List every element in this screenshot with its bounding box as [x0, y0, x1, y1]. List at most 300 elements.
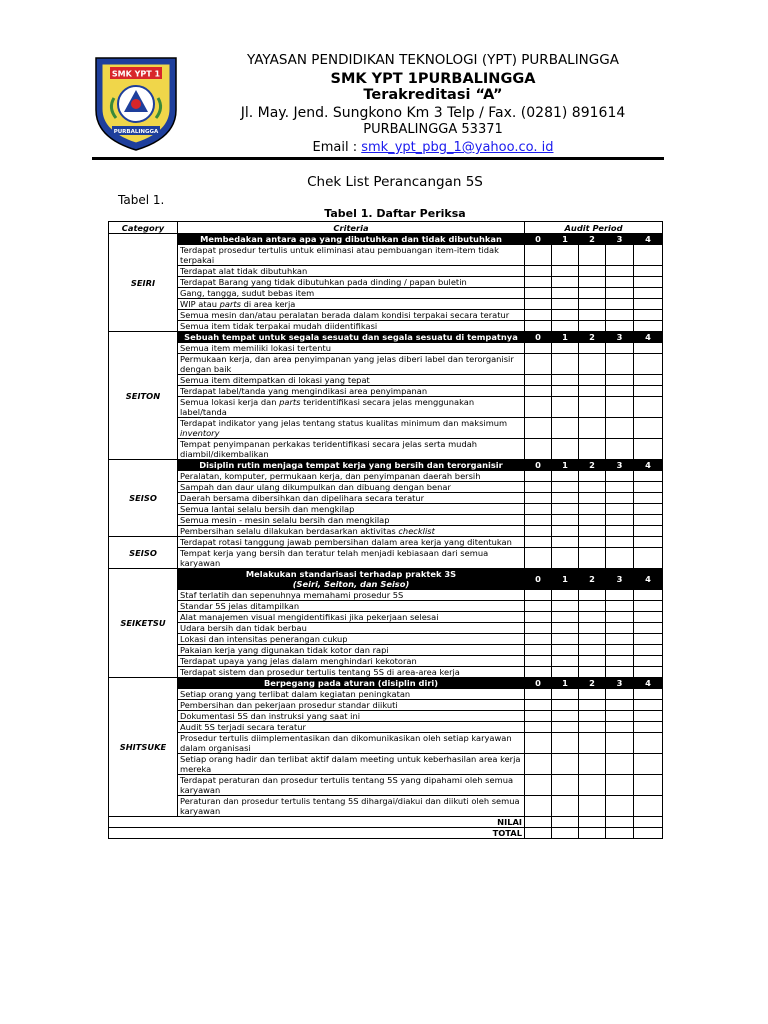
- criteria-item: Lokasi dan intensitas penerangan cukup: [178, 634, 525, 645]
- summary-total-label: TOTAL: [109, 828, 525, 839]
- summary-total-cell[interactable]: [579, 828, 606, 839]
- score-cell[interactable]: [634, 515, 663, 526]
- score-cell[interactable]: [606, 754, 634, 775]
- table-row: [109, 656, 663, 667]
- score-cell[interactable]: [579, 321, 606, 332]
- score-cell[interactable]: [579, 711, 606, 722]
- criteria-item: Terdapat indikator yang jelas tentang status kualitas minimum dan maksimum inventory: [178, 418, 525, 439]
- score-cell[interactable]: [552, 722, 579, 733]
- email-label: Email :: [312, 140, 362, 155]
- score-cell[interactable]: [579, 656, 606, 667]
- score-cell[interactable]: [552, 482, 579, 493]
- score-cell[interactable]: [634, 310, 663, 321]
- score-cell[interactable]: [606, 375, 634, 386]
- score-header-1: 1: [552, 678, 579, 689]
- score-cell[interactable]: [634, 418, 663, 439]
- score-cell[interactable]: [525, 537, 552, 548]
- score-cell[interactable]: [525, 482, 552, 493]
- email-link[interactable]: smk_ypt_pbg_1@yahoo.co. id: [361, 140, 554, 155]
- score-cell[interactable]: [579, 667, 606, 678]
- logo-top-text: SMK YPT 1: [111, 69, 161, 79]
- score-header-3: 3: [606, 678, 634, 689]
- score-cell[interactable]: [552, 266, 579, 277]
- score-cell[interactable]: [579, 754, 606, 775]
- table-row: [109, 711, 663, 722]
- score-cell[interactable]: [634, 504, 663, 515]
- category-seiso: SEISO: [109, 460, 178, 537]
- table-row: [109, 733, 663, 754]
- score-cell[interactable]: [634, 634, 663, 645]
- score-cell[interactable]: [525, 612, 552, 623]
- criteria-item: Setiap orang yang terlibat dalam kegiatan peningkatan: [178, 689, 525, 700]
- score-cell[interactable]: [552, 601, 579, 612]
- table-row: [109, 343, 663, 354]
- table-row: [109, 310, 663, 321]
- table-row: [109, 439, 663, 460]
- criteria-item: Terdapat label/tanda yang mengindikasi area penyimpanan: [178, 386, 525, 397]
- score-cell[interactable]: [552, 634, 579, 645]
- score-cell[interactable]: [552, 299, 579, 310]
- score-cell[interactable]: [634, 277, 663, 288]
- table-row: [109, 754, 663, 775]
- section-header-row: [109, 332, 663, 343]
- section-subtitle: (Seiri, Seiton, dan Seiso): [292, 579, 410, 589]
- table-row: [109, 526, 663, 537]
- summary-total-cell[interactable]: [525, 828, 552, 839]
- criteria-item: WIP atau parts di area kerja: [178, 299, 525, 310]
- score-cell[interactable]: [579, 623, 606, 634]
- score-cell[interactable]: [634, 471, 663, 482]
- score-cell[interactable]: [606, 722, 634, 733]
- section-header-row: [109, 569, 663, 590]
- score-cell[interactable]: [552, 397, 579, 418]
- table-row: [109, 321, 663, 332]
- score-cell[interactable]: [579, 397, 606, 418]
- score-cell[interactable]: [579, 548, 606, 569]
- score-cell[interactable]: [606, 266, 634, 277]
- score-cell[interactable]: [525, 245, 552, 266]
- score-cell[interactable]: [579, 645, 606, 656]
- score-cell[interactable]: [606, 439, 634, 460]
- score-cell[interactable]: [552, 667, 579, 678]
- score-cell[interactable]: [634, 548, 663, 569]
- score-cell[interactable]: [606, 386, 634, 397]
- score-cell[interactable]: [552, 689, 579, 700]
- table-row: [109, 689, 663, 700]
- score-cell[interactable]: [579, 386, 606, 397]
- score-cell[interactable]: [552, 321, 579, 332]
- score-cell[interactable]: [634, 612, 663, 623]
- criteria-item: Semua mesin dan/atau peralatan berada dalam kondisi terpakai secara teratur: [178, 310, 525, 321]
- criteria-item: Semua lantai selalu bersih dan mengkilap: [178, 504, 525, 515]
- criteria-item: Pembersihan dan pekerjaan prosedur standar diikuti: [178, 700, 525, 711]
- score-header-4: 4: [634, 234, 663, 245]
- score-cell[interactable]: [606, 471, 634, 482]
- table-row: [109, 634, 663, 645]
- score-cell[interactable]: [634, 482, 663, 493]
- score-header-1: 1: [552, 234, 579, 245]
- score-cell[interactable]: [634, 537, 663, 548]
- score-cell[interactable]: [552, 656, 579, 667]
- score-cell[interactable]: [552, 386, 579, 397]
- category-seiton: SEITON: [109, 332, 178, 460]
- score-cell[interactable]: [579, 277, 606, 288]
- score-cell[interactable]: [525, 504, 552, 515]
- summary-total-cell[interactable]: [634, 828, 663, 839]
- score-cell[interactable]: [525, 645, 552, 656]
- score-cell[interactable]: [606, 245, 634, 266]
- foundation-name: YAYASAN PENDIDIKAN TEKNOLOGI (YPT) PURBALINGGA: [247, 52, 619, 68]
- table-row: [109, 623, 663, 634]
- score-cell[interactable]: [579, 796, 606, 817]
- score-cell[interactable]: [606, 601, 634, 612]
- score-cell[interactable]: [634, 439, 663, 460]
- school-logo: [90, 52, 182, 152]
- score-cell[interactable]: [525, 634, 552, 645]
- table-row: [109, 700, 663, 711]
- summary-nilai-cell[interactable]: [552, 817, 579, 828]
- score-cell[interactable]: [579, 439, 606, 460]
- score-cell[interactable]: [552, 711, 579, 722]
- table-row: [109, 482, 663, 493]
- score-cell[interactable]: [606, 310, 634, 321]
- score-cell[interactable]: [606, 645, 634, 656]
- score-cell[interactable]: [634, 733, 663, 754]
- score-cell[interactable]: [525, 548, 552, 569]
- score-cell[interactable]: [634, 711, 663, 722]
- section-title-text: Sebuah tempat untuk segala sesuatu dan segala sesuatu di tempatnya: [184, 332, 518, 342]
- score-cell[interactable]: [606, 288, 634, 299]
- score-cell[interactable]: [525, 590, 552, 601]
- criteria-item: Udara bersih dan tidak berbau: [178, 623, 525, 634]
- score-cell[interactable]: [525, 667, 552, 678]
- score-cell[interactable]: [579, 634, 606, 645]
- table-row: [109, 471, 663, 482]
- score-cell[interactable]: [634, 645, 663, 656]
- section-title: [178, 678, 525, 689]
- score-cell[interactable]: [552, 537, 579, 548]
- score-cell[interactable]: [606, 711, 634, 722]
- criteria-item: Dokumentasi 5S dan instruksi yang saat ini: [178, 711, 525, 722]
- score-cell[interactable]: [579, 299, 606, 310]
- document-title: Chek List Perancangan 5S: [307, 174, 483, 190]
- score-cell[interactable]: [634, 343, 663, 354]
- score-cell[interactable]: [579, 733, 606, 754]
- score-cell[interactable]: [579, 612, 606, 623]
- summary-total-cell[interactable]: [606, 828, 634, 839]
- section-header-row: [109, 460, 663, 471]
- header-category: Category: [109, 222, 178, 234]
- score-cell[interactable]: [552, 493, 579, 504]
- score-cell[interactable]: [552, 375, 579, 386]
- score-cell[interactable]: [552, 310, 579, 321]
- summary-nilai-cell[interactable]: [606, 817, 634, 828]
- criteria-item: Semua item memiliki lokasi tertentu: [178, 343, 525, 354]
- score-cell[interactable]: [525, 515, 552, 526]
- score-cell[interactable]: [579, 343, 606, 354]
- score-cell[interactable]: [552, 288, 579, 299]
- score-cell[interactable]: [525, 526, 552, 537]
- section-title-text: Berpegang pada aturan (disiplin diri): [263, 678, 439, 688]
- score-cell[interactable]: [579, 482, 606, 493]
- score-cell[interactable]: [525, 343, 552, 354]
- summary-total-cell[interactable]: [552, 828, 579, 839]
- score-cell[interactable]: [606, 354, 634, 375]
- criteria-item: Terdapat Barang yang tidak dibutuhkan pada dinding / papan buletin: [178, 277, 525, 288]
- score-cell[interactable]: [634, 386, 663, 397]
- checklist-table: [108, 221, 663, 839]
- score-header-3: 3: [606, 332, 634, 343]
- score-cell[interactable]: [579, 537, 606, 548]
- score-cell[interactable]: [552, 526, 579, 537]
- score-cell[interactable]: [525, 277, 552, 288]
- score-cell[interactable]: [525, 689, 552, 700]
- score-cell[interactable]: [634, 375, 663, 386]
- score-cell[interactable]: [606, 482, 634, 493]
- score-cell[interactable]: [634, 299, 663, 310]
- score-cell[interactable]: [525, 711, 552, 722]
- table-title: Tabel 1. Daftar Periksa: [324, 207, 466, 220]
- score-cell[interactable]: [525, 386, 552, 397]
- score-cell[interactable]: [552, 733, 579, 754]
- score-cell[interactable]: [634, 754, 663, 775]
- criteria-item: Tempat penyimpanan perkakas teridentifikasi secara jelas serta mudah diambil/dikembalikan: [178, 439, 525, 460]
- score-cell[interactable]: [634, 354, 663, 375]
- score-cell[interactable]: [525, 310, 552, 321]
- score-header-3: 3: [606, 460, 634, 471]
- score-header-2: 2: [579, 332, 606, 343]
- score-cell[interactable]: [606, 548, 634, 569]
- score-header-1: 1: [552, 569, 579, 590]
- score-cell[interactable]: [525, 601, 552, 612]
- criteria-item: Terdapat sistem dan prosedur tertulis tentang 5S di area-area kerja: [178, 667, 525, 678]
- score-cell[interactable]: [579, 375, 606, 386]
- score-cell[interactable]: [634, 689, 663, 700]
- score-cell[interactable]: [552, 245, 579, 266]
- score-header-0: 0: [525, 569, 552, 590]
- score-cell[interactable]: [579, 700, 606, 711]
- score-cell[interactable]: [606, 667, 634, 678]
- score-header-2: 2: [579, 569, 606, 590]
- summary-row-nilai: [109, 817, 663, 828]
- score-cell[interactable]: [552, 418, 579, 439]
- score-cell[interactable]: [552, 277, 579, 288]
- score-cell[interactable]: [606, 277, 634, 288]
- section-title: [178, 569, 525, 590]
- score-cell[interactable]: [525, 375, 552, 386]
- score-cell[interactable]: [606, 526, 634, 537]
- score-cell[interactable]: [579, 689, 606, 700]
- score-header-2: 2: [579, 460, 606, 471]
- header-criteria: Criteria: [178, 222, 525, 234]
- criteria-item: Staf terlatih dan sepenuhnya memahami prosedur 5S: [178, 590, 525, 601]
- score-cell[interactable]: [552, 700, 579, 711]
- score-cell[interactable]: [606, 590, 634, 601]
- score-cell[interactable]: [525, 266, 552, 277]
- criteria-item: Daerah bersama dibersihkan dan dipelihara secara teratur: [178, 493, 525, 504]
- score-cell[interactable]: [606, 343, 634, 354]
- score-cell[interactable]: [579, 288, 606, 299]
- score-cell[interactable]: [606, 733, 634, 754]
- table-row: [109, 548, 663, 569]
- score-cell[interactable]: [634, 775, 663, 796]
- score-cell[interactable]: [525, 439, 552, 460]
- score-cell[interactable]: [634, 722, 663, 733]
- score-cell[interactable]: [634, 266, 663, 277]
- score-cell[interactable]: [579, 590, 606, 601]
- score-cell[interactable]: [525, 700, 552, 711]
- score-cell[interactable]: [552, 754, 579, 775]
- score-cell[interactable]: [634, 656, 663, 667]
- score-cell[interactable]: [634, 623, 663, 634]
- score-cell[interactable]: [525, 623, 552, 634]
- table-row: [109, 537, 663, 548]
- summary-row-total: [109, 828, 663, 839]
- score-cell[interactable]: [606, 299, 634, 310]
- score-header-0: 0: [525, 234, 552, 245]
- score-cell[interactable]: [606, 700, 634, 711]
- score-header-4: 4: [634, 678, 663, 689]
- score-cell[interactable]: [525, 493, 552, 504]
- score-cell[interactable]: [525, 321, 552, 332]
- table-row: [109, 504, 663, 515]
- table-row: [109, 277, 663, 288]
- score-cell[interactable]: [525, 299, 552, 310]
- score-cell[interactable]: [606, 515, 634, 526]
- criteria-item: Tempat kerja yang bersih dan teratur telah menjadi kebiasaan dari semua karyawan: [178, 548, 525, 569]
- score-cell[interactable]: [606, 418, 634, 439]
- score-cell[interactable]: [634, 601, 663, 612]
- table-row: [109, 299, 663, 310]
- score-cell[interactable]: [606, 537, 634, 548]
- score-header-2: 2: [579, 678, 606, 689]
- section-title: [178, 332, 525, 343]
- score-cell[interactable]: [606, 504, 634, 515]
- score-cell[interactable]: [606, 623, 634, 634]
- score-cell[interactable]: [634, 796, 663, 817]
- score-cell[interactable]: [606, 321, 634, 332]
- score-cell[interactable]: [552, 612, 579, 623]
- table-row: [109, 590, 663, 601]
- score-cell[interactable]: [606, 397, 634, 418]
- table-row: [109, 667, 663, 678]
- score-cell[interactable]: [579, 601, 606, 612]
- section-title-text: Melakukan standarisasi terhadap praktek 3S: [245, 569, 457, 579]
- criteria-item: Prosedur tertulis diimplementasikan dan dikomunikasikan oleh setiap karyawan dalam organisasi: [178, 733, 525, 754]
- score-cell[interactable]: [525, 397, 552, 418]
- score-cell[interactable]: [579, 515, 606, 526]
- category-seiketsu: SEIKETSU: [109, 569, 178, 678]
- score-cell[interactable]: [552, 354, 579, 375]
- score-cell[interactable]: [579, 471, 606, 482]
- score-cell[interactable]: [606, 775, 634, 796]
- criteria-item: Alat manajemen visual mengidentifikasi jika pekerjaan selesai: [178, 612, 525, 623]
- score-cell[interactable]: [634, 397, 663, 418]
- score-cell[interactable]: [606, 612, 634, 623]
- score-cell[interactable]: [552, 590, 579, 601]
- summary-nilai-cell[interactable]: [525, 817, 552, 828]
- score-cell[interactable]: [634, 288, 663, 299]
- score-header-0: 0: [525, 332, 552, 343]
- score-header-3: 3: [606, 234, 634, 245]
- score-cell[interactable]: [552, 504, 579, 515]
- header-audit-period: Audit Period: [525, 222, 663, 234]
- score-cell[interactable]: [634, 667, 663, 678]
- score-cell[interactable]: [525, 775, 552, 796]
- score-cell[interactable]: [579, 310, 606, 321]
- summary-nilai-cell[interactable]: [634, 817, 663, 828]
- table-row: [109, 245, 663, 266]
- score-cell[interactable]: [634, 493, 663, 504]
- criteria-item: Terdapat upaya yang jelas dalam menghindari kekotoran: [178, 656, 525, 667]
- score-cell[interactable]: [606, 656, 634, 667]
- score-cell[interactable]: [552, 775, 579, 796]
- score-cell[interactable]: [552, 548, 579, 569]
- score-cell[interactable]: [606, 689, 634, 700]
- section-title-text: Membedakan antara apa yang dibutuhkan dan tidak dibutuhkan: [200, 234, 502, 244]
- table-row: [109, 796, 663, 817]
- score-cell[interactable]: [579, 722, 606, 733]
- table-row: [109, 397, 663, 418]
- score-cell[interactable]: [525, 722, 552, 733]
- score-cell[interactable]: [606, 493, 634, 504]
- score-cell[interactable]: [525, 733, 552, 754]
- table-row: [109, 515, 663, 526]
- score-cell[interactable]: [552, 796, 579, 817]
- city-postcode: PURBALINGGA 53371: [363, 122, 503, 137]
- criteria-item: Terdapat alat tidak dibutuhkan: [178, 266, 525, 277]
- score-cell[interactable]: [525, 754, 552, 775]
- score-cell[interactable]: [525, 656, 552, 667]
- score-cell[interactable]: [552, 645, 579, 656]
- score-cell[interactable]: [552, 471, 579, 482]
- score-cell[interactable]: [525, 288, 552, 299]
- score-cell[interactable]: [579, 504, 606, 515]
- score-cell[interactable]: [606, 634, 634, 645]
- score-cell[interactable]: [579, 418, 606, 439]
- score-cell[interactable]: [579, 775, 606, 796]
- score-cell[interactable]: [525, 471, 552, 482]
- criteria-item: Peraturan dan prosedur tertulis tentang 5S dihargai/diakui dan diikuti oleh semua karyawan: [178, 796, 525, 817]
- score-header-1: 1: [552, 460, 579, 471]
- score-cell[interactable]: [634, 700, 663, 711]
- score-cell[interactable]: [525, 418, 552, 439]
- score-cell[interactable]: [634, 321, 663, 332]
- criteria-item: Sampah dan daur ulang dikumpulkan dan dibuang dengan benar: [178, 482, 525, 493]
- section-header-row: [109, 678, 663, 689]
- score-cell[interactable]: [552, 343, 579, 354]
- table-row: [109, 354, 663, 375]
- score-cell[interactable]: [579, 245, 606, 266]
- score-cell[interactable]: [552, 439, 579, 460]
- summary-nilai-cell[interactable]: [579, 817, 606, 828]
- score-cell[interactable]: [634, 590, 663, 601]
- score-cell[interactable]: [606, 796, 634, 817]
- score-cell[interactable]: [525, 796, 552, 817]
- score-cell[interactable]: [634, 526, 663, 537]
- score-cell[interactable]: [579, 354, 606, 375]
- table-row: [109, 288, 663, 299]
- score-cell[interactable]: [552, 515, 579, 526]
- score-cell[interactable]: [552, 623, 579, 634]
- score-cell[interactable]: [525, 354, 552, 375]
- score-cell[interactable]: [634, 245, 663, 266]
- table-row: [109, 775, 663, 796]
- score-cell[interactable]: [579, 526, 606, 537]
- criteria-item: Pakaian kerja yang digunakan tidak kotor dan rapi: [178, 645, 525, 656]
- score-cell[interactable]: [579, 493, 606, 504]
- score-cell[interactable]: [579, 266, 606, 277]
